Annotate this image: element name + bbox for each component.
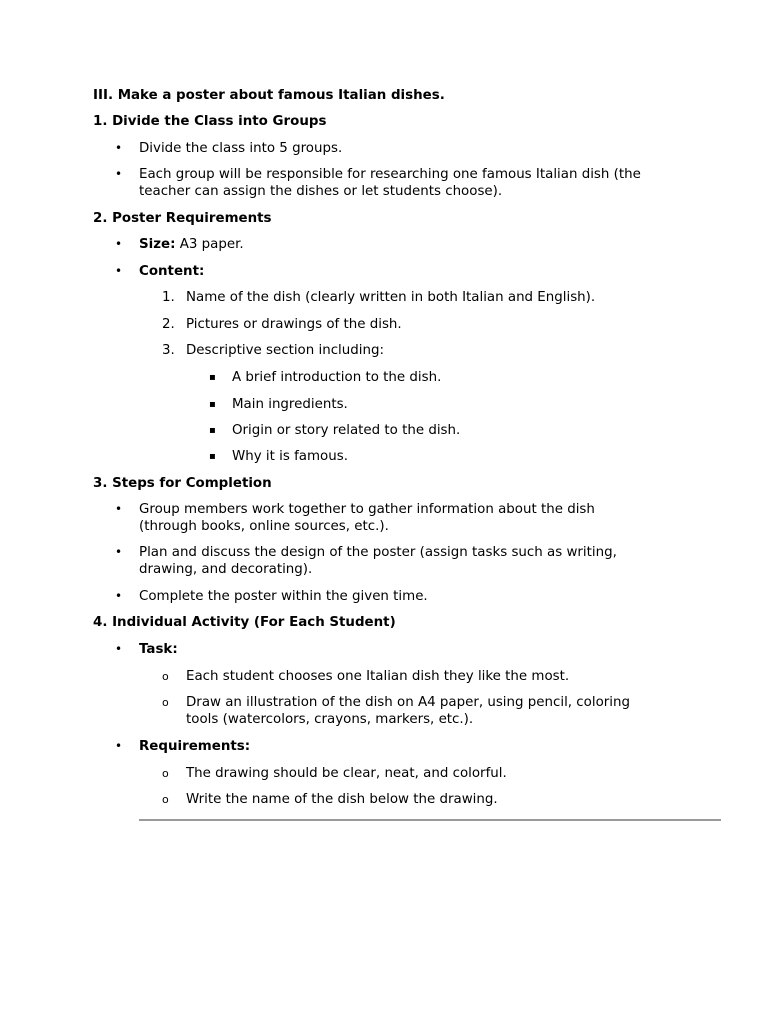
- numbered-item: Descriptive section including:: [186, 343, 384, 358]
- list-number: 3.: [162, 343, 175, 358]
- size-value: A3 paper.: [175, 237, 244, 252]
- sub-list-item: Main ingredients.: [232, 397, 348, 412]
- square-bullet-icon: ▪: [209, 372, 216, 383]
- bullet-icon: •: [115, 264, 123, 278]
- list-item: Complete the poster within the given time.: [139, 589, 428, 604]
- list-number: 1.: [162, 290, 175, 305]
- section-4-heading: 4. Individual Activity (For Each Student): [93, 615, 396, 630]
- numbered-item: Pictures or drawings of the dish.: [186, 317, 402, 332]
- section-1-heading: 1. Divide the Class into Groups: [93, 114, 327, 129]
- list-item: Group members work together to gather information about the dish: [139, 502, 595, 517]
- circle-bullet-icon: o: [162, 696, 169, 709]
- horizontal-divider: [139, 819, 721, 821]
- list-number: 2.: [162, 317, 175, 332]
- requirements-label: Requirements:: [139, 739, 251, 754]
- size-label: Size:: [139, 237, 176, 252]
- square-bullet-icon: ▪: [209, 451, 216, 462]
- sub-list-item: The drawing should be clear, neat, and colorful.: [186, 766, 507, 781]
- list-item: Plan and discuss the design of the poster (assign tasks such as writing,: [139, 545, 617, 560]
- content-label: Content:: [139, 264, 205, 279]
- bullet-icon: •: [115, 237, 123, 251]
- bullet-icon: •: [115, 167, 123, 181]
- numbered-item: Name of the dish (clearly written in both Italian and English).: [186, 290, 596, 305]
- size-requirement: [139, 236, 244, 253]
- list-item-continuation: (through books, online sources, etc.).: [139, 519, 389, 534]
- square-bullet-icon: ▪: [209, 425, 216, 436]
- circle-bullet-icon: o: [162, 670, 169, 683]
- circle-bullet-icon: o: [162, 767, 169, 780]
- sub-list-item-continuation: tools (watercolors, crayons, markers, etc.).: [186, 712, 474, 727]
- bullet-icon: •: [115, 642, 123, 656]
- bullet-icon: •: [115, 141, 123, 155]
- page-title: III. Make a poster about famous Italian dishes.: [93, 88, 445, 103]
- square-bullet-icon: ▪: [209, 399, 216, 410]
- sub-list-item: Why it is famous.: [232, 449, 348, 464]
- list-item: Each group will be responsible for researching one famous Italian dish (the: [139, 167, 641, 182]
- bullet-icon: •: [115, 589, 123, 603]
- section-3-heading: 3. Steps for Completion: [93, 476, 272, 491]
- sub-list-item: Origin or story related to the dish.: [232, 423, 461, 438]
- list-item: Divide the class into 5 groups.: [139, 141, 343, 156]
- list-item-continuation: teacher can assign the dishes or let students choose).: [139, 184, 503, 199]
- bullet-icon: •: [115, 502, 123, 516]
- sub-list-item: Write the name of the dish below the drawing.: [186, 792, 498, 807]
- task-label: Task:: [139, 642, 178, 657]
- section-2-heading: 2. Poster Requirements: [93, 211, 272, 226]
- circle-bullet-icon: o: [162, 793, 169, 806]
- list-item-continuation: drawing, and decorating).: [139, 562, 313, 577]
- sub-list-item: Draw an illustration of the dish on A4 paper, using pencil, coloring: [186, 695, 630, 710]
- bullet-icon: •: [115, 739, 123, 753]
- bullet-icon: •: [115, 545, 123, 559]
- sub-list-item: Each student chooses one Italian dish they like the most.: [186, 669, 570, 684]
- sub-list-item: A brief introduction to the dish.: [232, 370, 442, 385]
